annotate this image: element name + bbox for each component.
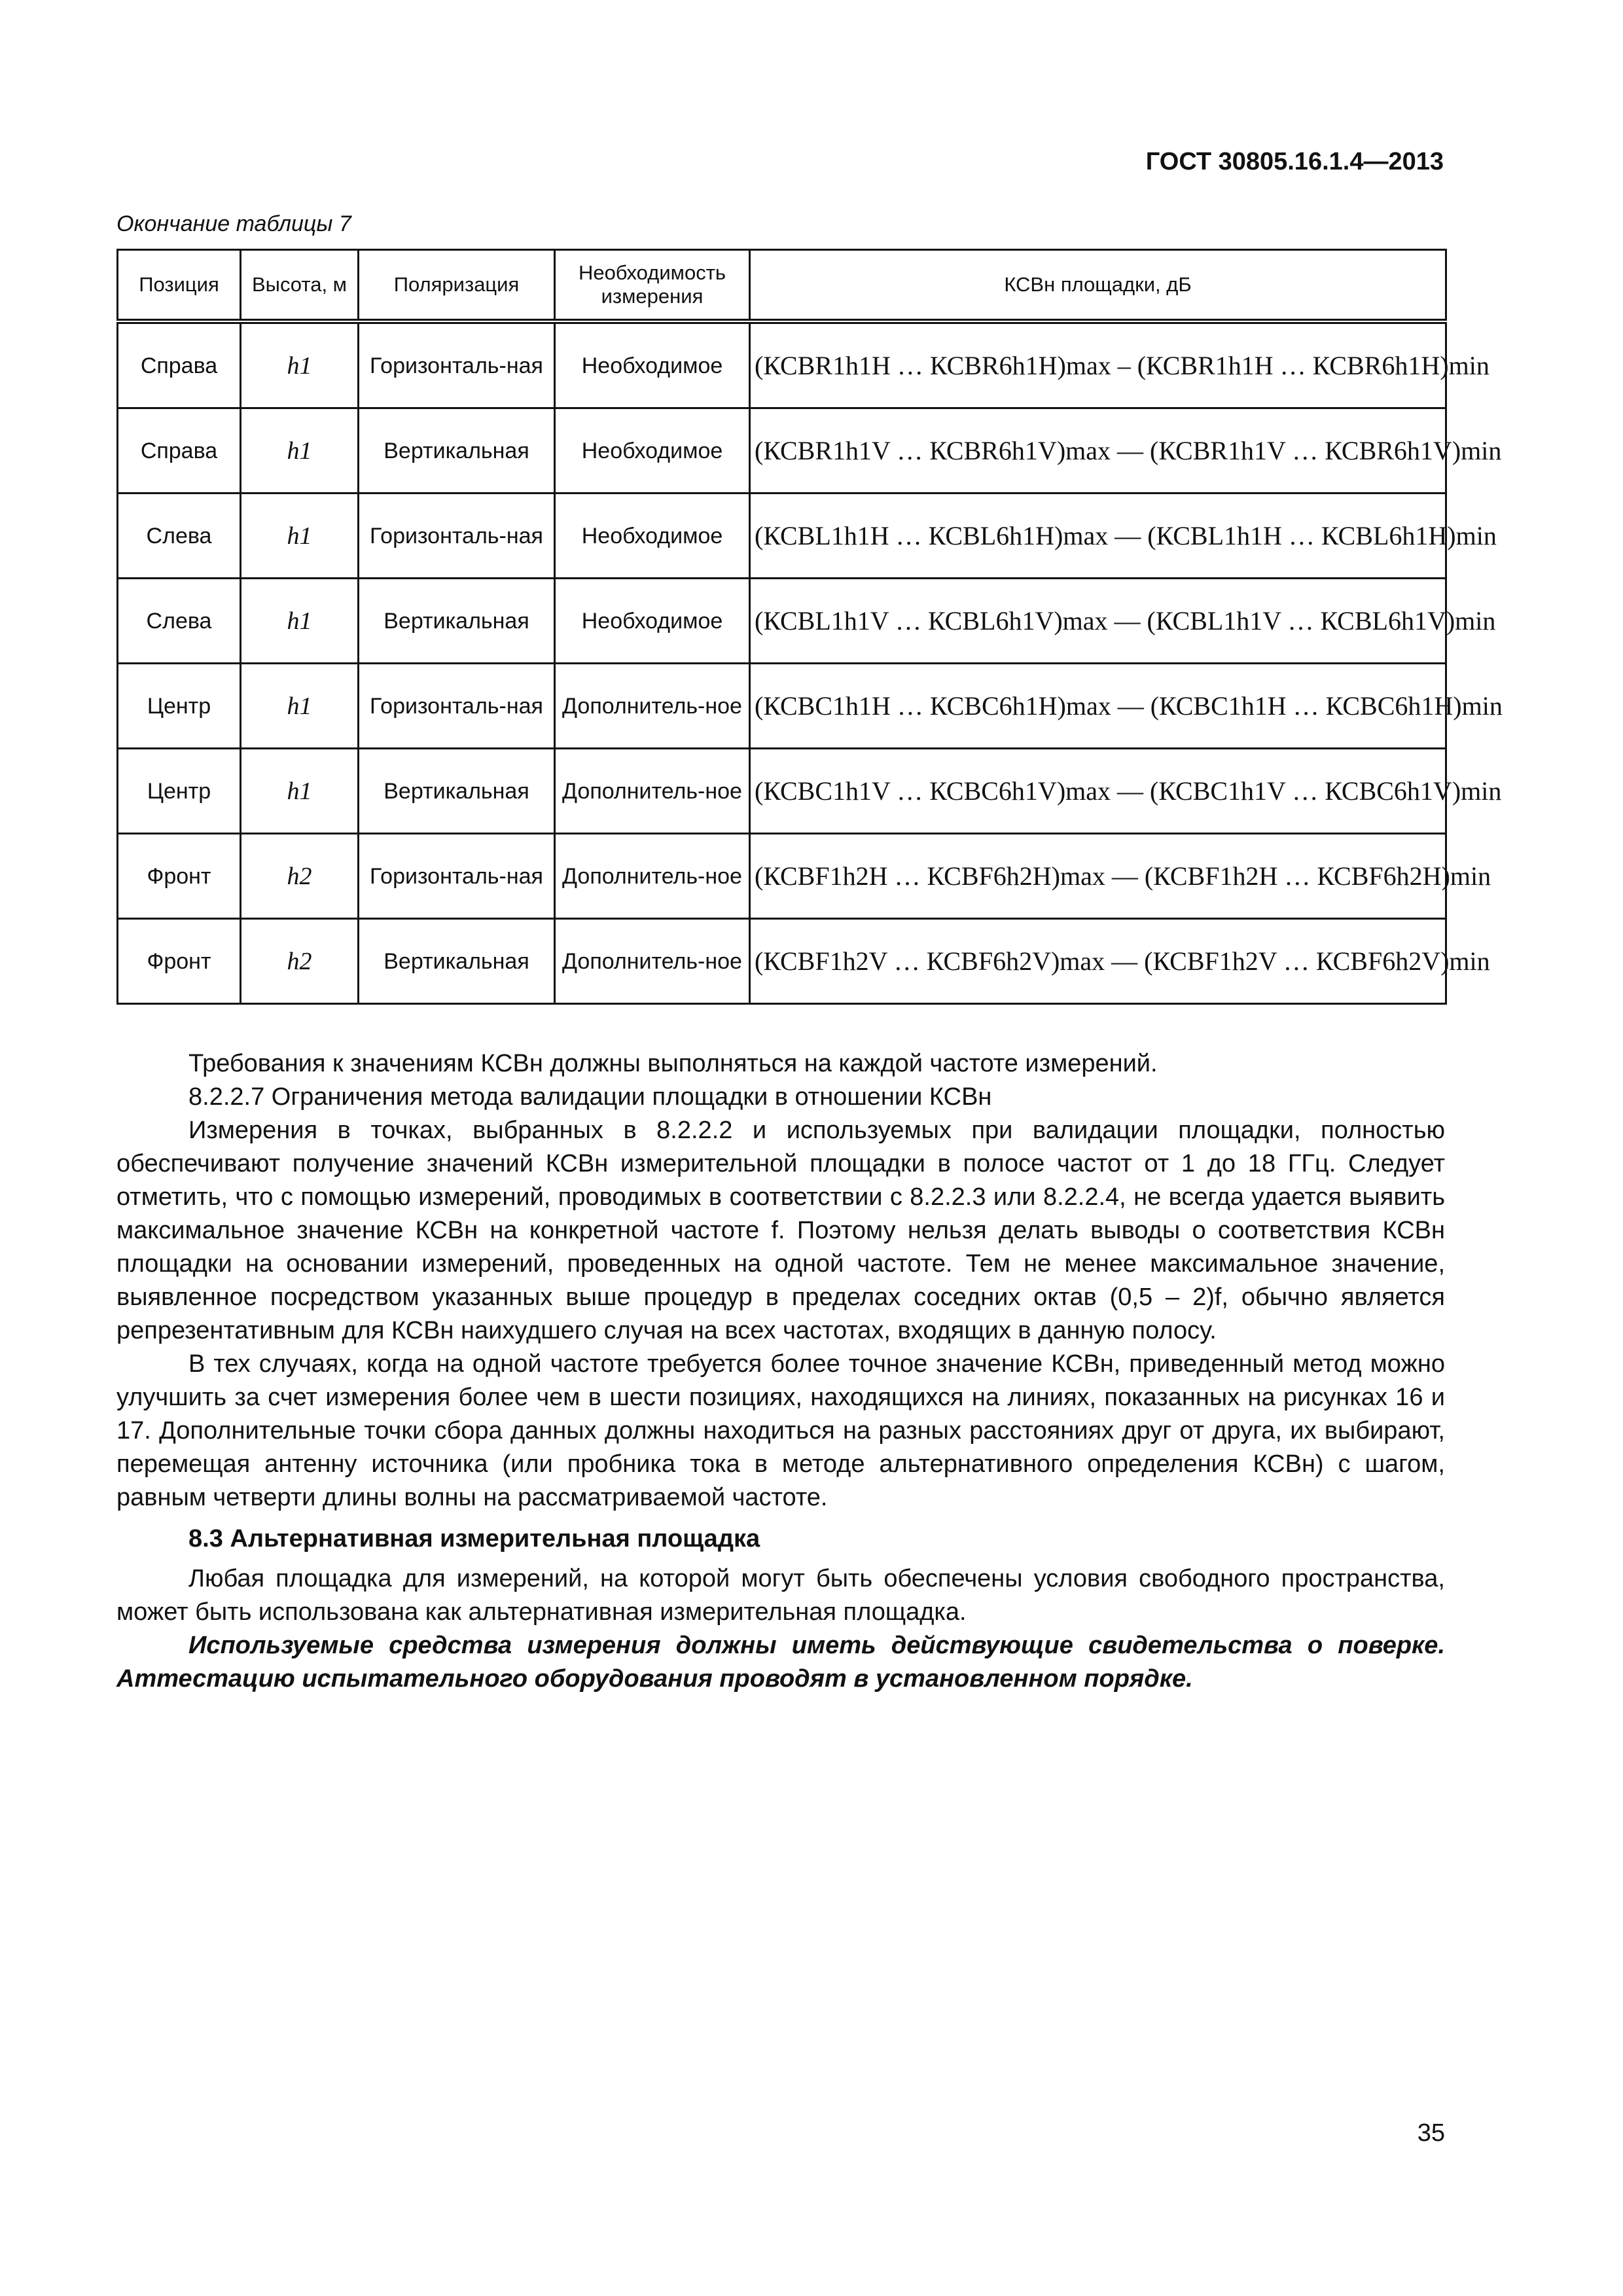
header-polarization: Поляризация bbox=[359, 250, 555, 322]
cell-height: h1 bbox=[241, 408, 359, 493]
cell-necessity: Дополнитель-ное bbox=[555, 664, 750, 749]
table-row bbox=[118, 749, 1446, 834]
cell-polarization: Вертикальная bbox=[359, 579, 555, 664]
cell-necessity: Дополнитель-ное bbox=[555, 919, 750, 1004]
cell-position: Справа bbox=[118, 321, 241, 408]
cell-polarization: Вертикальная bbox=[359, 749, 555, 834]
cell-position: Фронт bbox=[118, 834, 241, 919]
paragraph-measurement-points: Измерения в точках, выбранных в 8.2.2.2 и используемых при валидации площадки, полностью обеспечивают получение значений КСВн измерительной площадки в полосе частот от 1 до 18 ГГц. Следует отметить, что с помощью измерений, проводимых в соответствии с 8.2.2.3 или 8.2.2.4, не всегда удается выявить максимальное значение КСВн на конкретной частоте f. Поэтому нельзя делать выводы о соответствия КСВн площадки на основании измерений, проведенных на одной частоте. Тем не менее максимальное значение, выявленное посредством указанных выше процедур в пределах соседних октав (0,5 – 2)f, обычно является репрезентативным для КСВн наихудшего случая на всех частотах, входящих в данную полосу. bbox=[116, 1117, 1445, 1344]
cell-polarization: Вертикальная bbox=[359, 408, 555, 493]
cell-height: h1 bbox=[241, 493, 359, 579]
cell-height: h1 bbox=[241, 749, 359, 834]
cell-formula: (КСВR1h1H … КСВR6h1H)max – (КСВR1h1H … КСВR6h1H)min bbox=[750, 321, 1446, 408]
table-row bbox=[118, 834, 1446, 919]
cell-height: h1 bbox=[241, 579, 359, 664]
cell-position: Фронт bbox=[118, 919, 241, 1004]
table-row bbox=[118, 664, 1446, 749]
cell-polarization: Вертикальная bbox=[359, 919, 555, 1004]
vswr-table bbox=[116, 249, 1503, 1005]
cell-necessity: Дополнитель-ное bbox=[555, 834, 750, 919]
cell-position: Слева bbox=[118, 579, 241, 664]
cell-height: h2 bbox=[241, 834, 359, 919]
page-number: 35 bbox=[1417, 2119, 1445, 2147]
cell-necessity: Необходимое bbox=[555, 493, 750, 579]
cell-formula: (КСВL1h1H … КСВL6h1H)max — (КСВL1h1H … КСВL6h1H)min bbox=[750, 493, 1446, 579]
table-row bbox=[118, 919, 1446, 1004]
cell-polarization: Горизонталь-ная bbox=[359, 664, 555, 749]
cell-formula: (КСВR1h1V … КСВR6h1V)max — (КСВR1h1V … КСВR6h1V)min bbox=[750, 408, 1446, 493]
cell-position: Слева bbox=[118, 493, 241, 579]
section-heading-8-3: 8.3 Альтернативная измерительная площадка bbox=[188, 1525, 760, 1552]
paragraph-accuracy: В тех случаях, когда на одной частоте требуется более точное значение КСВн, приведенный метод можно улучшить за счет измерения более чем в шести позициях, находящихся на линиях, показанных на рисунках 16 и 17. Дополнительные точки сбора данных должны находиться на разных расстояниях друг от друга, их выбирают, перемещая антенну источника (или пробника тока в методе альтернативного определения КСВн) с шагом, равным четверти длины волны на рассматриваемой частоте. bbox=[116, 1350, 1445, 1511]
cell-polarization: Горизонталь-ная bbox=[359, 834, 555, 919]
paragraph-alternative-site: Любая площадка для измерений, на которой могут быть обеспечены условия свободного пространства, может быть использована как альтернативная измерительная площадка. bbox=[116, 1565, 1445, 1626]
cell-formula: (КСВF1h2H … КСВF6h2H)max — (КСВF1h2H … КСВF6h2H)min bbox=[750, 834, 1446, 919]
cell-polarization: Горизонталь-ная bbox=[359, 321, 555, 408]
header-necessity: Необходимость измерения bbox=[555, 250, 750, 322]
header-height: Высота, м bbox=[241, 250, 359, 322]
table-caption: Окончание таблицы 7 bbox=[116, 211, 351, 236]
cell-formula: (КСВC1h1V … КСВC6h1V)max — (КСВC1h1V … КСВC6h1V)min bbox=[750, 749, 1446, 834]
cell-position: Справа bbox=[118, 408, 241, 493]
cell-height: h2 bbox=[241, 919, 359, 1004]
cell-height: h1 bbox=[241, 321, 359, 408]
cell-formula: (КСВF1h2V … КСВF6h2V)max — (КСВF1h2V … КСВF6h2V)min bbox=[750, 919, 1446, 1004]
body-text bbox=[116, 1047, 1445, 1696]
paragraph-verification-note: Используемые средства измерения должны иметь действующие свидетельства о поверке. Аттестацию испытательного оборудования проводят в установленном порядке. bbox=[116, 1632, 1445, 1693]
paragraph-requirements: Требования к значениям КСВн должны выполняться на каждой частоте измерений. bbox=[188, 1050, 1158, 1077]
cell-position: Центр bbox=[118, 749, 241, 834]
cell-necessity: Дополнитель-ное bbox=[555, 749, 750, 834]
table-row bbox=[118, 579, 1446, 664]
table-row bbox=[118, 321, 1446, 408]
table-row bbox=[118, 493, 1446, 579]
table-row bbox=[118, 408, 1446, 493]
table-header-row bbox=[118, 250, 1446, 322]
cell-polarization: Горизонталь-ная bbox=[359, 493, 555, 579]
cell-necessity: Необходимое bbox=[555, 408, 750, 493]
header-vswr: КСВн площадки, дБ bbox=[750, 250, 1446, 322]
cell-necessity: Необходимое bbox=[555, 579, 750, 664]
header-position: Позиция bbox=[118, 250, 241, 322]
cell-height: h1 bbox=[241, 664, 359, 749]
cell-formula: (КСВL1h1V … КСВL6h1V)max — (КСВL1h1V … КСВL6h1V)min bbox=[750, 579, 1446, 664]
cell-formula: (КСВC1h1H … КСВC6h1H)max — (КСВC1h1H … КСВC6h1H)min bbox=[750, 664, 1446, 749]
cell-necessity: Необходимое bbox=[555, 321, 750, 408]
cell-position: Центр bbox=[118, 664, 241, 749]
subsection-heading-8-2-2-7: 8.2.2.7 Ограничения метода валидации площадки в отношении КСВн bbox=[188, 1083, 992, 1111]
document-id-header: ГОСТ 30805.16.1.4—2013 bbox=[1145, 148, 1444, 175]
